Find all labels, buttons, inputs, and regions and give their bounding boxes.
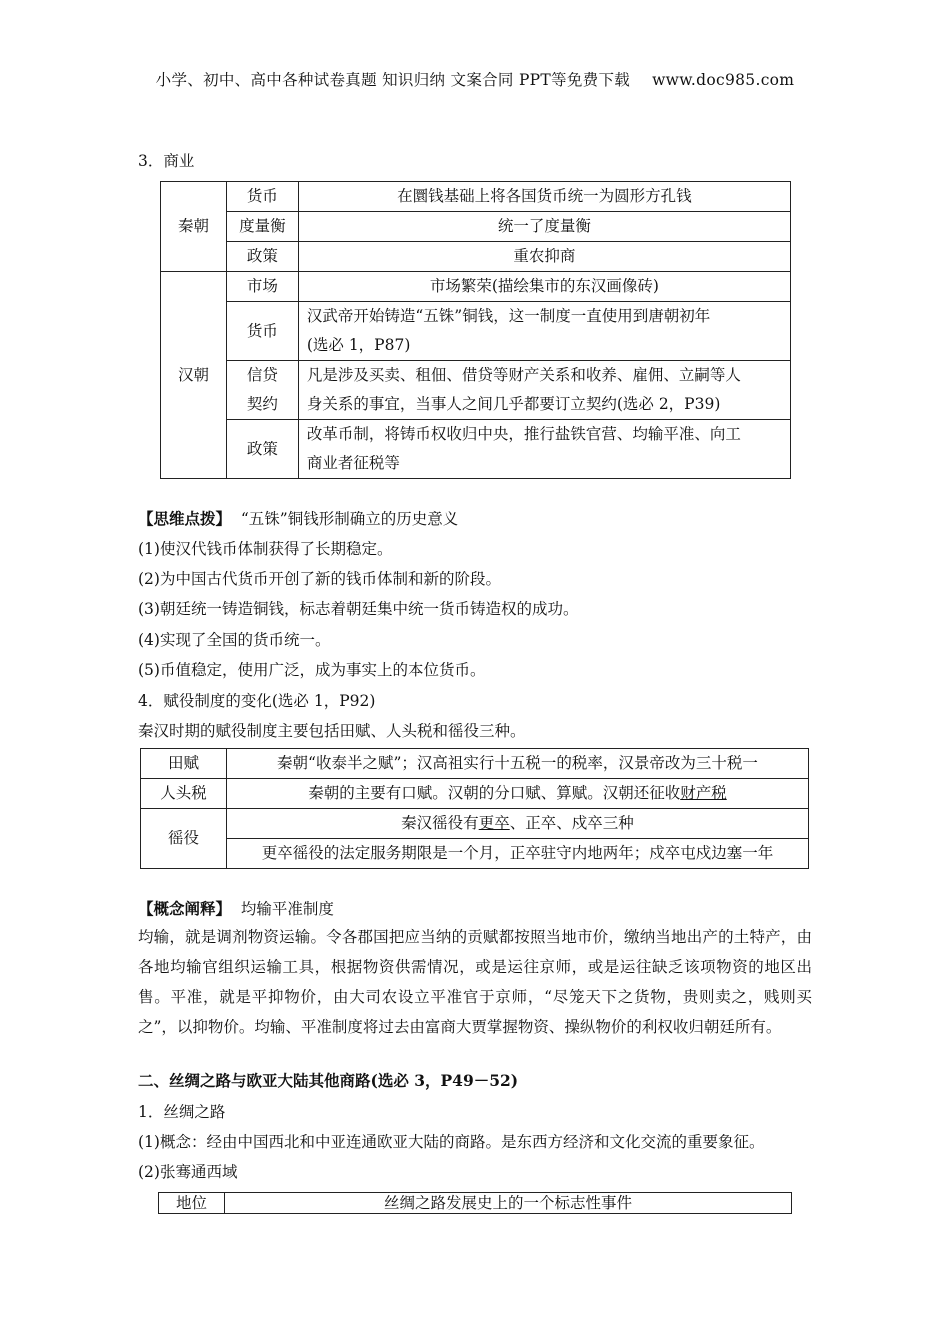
part2-concept: (1)概念：经由中国西北和中亚连通欧亚大陆的商路。是东西方经济和文化交流的重要象征。 xyxy=(138,1133,765,1151)
han-currency-line1: 汉武帝开始铸造“五铢”铜钱，这一制度一直使用到唐朝初年 xyxy=(306,307,711,325)
thinking-point-3: (3)朝廷统一铸造铜钱，标志着朝廷集中统一货币铸造权的成功。 xyxy=(138,600,579,618)
part2-title: 二、丝绸之路与欧亚大陆其他商路(选必 3，P49－52) xyxy=(138,1071,519,1090)
qin-dynasty-cell: 秦朝 xyxy=(161,182,227,272)
tax-table xyxy=(140,748,809,869)
han-policy-desc xyxy=(298,420,790,479)
zhangqian-desc: 丝绸之路发展史上的一个标志性事件 xyxy=(224,1193,791,1214)
rentoushui-desc xyxy=(226,779,808,809)
rentoushui-desc-text: 秦朝的主要有口赋。汉朝的分口赋、算赋。汉朝还征收 xyxy=(308,784,681,802)
qin-policy-label: 政策 xyxy=(226,242,298,272)
concept-heading xyxy=(138,898,334,920)
thinking-heading xyxy=(138,508,458,530)
thinking-point-4: (4)实现了全国的货币统一。 xyxy=(138,631,331,649)
yaoyi-row1-post: 、正卒、戍卒三种 xyxy=(509,814,634,832)
rentoushui-underlined: 财产税 xyxy=(680,784,727,802)
yaoyi-row1-pre: 秦汉徭役有 xyxy=(401,814,479,832)
tianfu-desc: 秦朝“收泰半之赋”；汉高祖实行十五税一的税率，汉景帝改为三十税一 xyxy=(226,749,808,779)
han-currency-label: 货币 xyxy=(226,302,298,361)
han-currency-line2: (选必 1，P87) xyxy=(306,336,411,354)
thinking-point-2: (2)为中国古代货币开创了新的钱币体制和新的阶段。 xyxy=(138,570,501,588)
han-policy-line1: 改革币制，将铸币权收归中央，推行盐铁官营、均输平准、向工 xyxy=(306,425,741,443)
qin-currency-label: 货币 xyxy=(226,182,298,212)
rentoushui-label: 人头税 xyxy=(141,779,227,809)
part2-sub1: 1．丝绸之路 xyxy=(138,1103,226,1121)
han-currency-desc xyxy=(298,302,790,361)
han-dynasty-cell: 汉朝 xyxy=(161,272,227,479)
zhangqian-label: 地位 xyxy=(159,1193,225,1214)
section3-title: 3．商业 xyxy=(138,152,195,170)
han-market-label: 市场 xyxy=(226,272,298,302)
yaoyi-row1-underlined: 更卒 xyxy=(478,814,510,832)
thinking-point-1: (1)使汉代钱币体制获得了长期稳定。 xyxy=(138,540,393,558)
yaoyi-row2: 更卒徭役的法定服务期限是一个月，正卒驻守内地两年；戍卒屯戍边塞一年 xyxy=(226,839,808,869)
header-url[interactable]: www.doc985.com xyxy=(652,71,795,89)
qin-measure-label: 度量衡 xyxy=(226,212,298,242)
han-credit-label1: 信贷 xyxy=(246,366,278,384)
qin-measure-desc: 统一了度量衡 xyxy=(298,212,790,242)
concept-title: 均输平准制度 xyxy=(240,900,334,918)
han-credit-line1: 凡是涉及买卖、租佃、借贷等财产关系和收养、雇佣、立嗣等人 xyxy=(306,366,741,384)
yaoyi-label: 徭役 xyxy=(141,809,227,869)
han-credit-label2: 契约 xyxy=(246,395,278,413)
part2-sub2: (2)张骞通西域 xyxy=(138,1163,238,1181)
thinking-title: “五铢”铜钱形制确立的历史意义 xyxy=(240,510,459,528)
header-text: 小学、初中、高中各种试卷真题 知识归纳 文案合同 PPT等免费下载 xyxy=(155,71,631,89)
han-policy-label: 政策 xyxy=(226,420,298,479)
concept-tag: 【概念阐释】 xyxy=(138,899,232,918)
section4-intro: 秦汉时期的赋役制度主要包括田赋、人头税和徭役三种。 xyxy=(138,722,526,740)
tianfu-label: 田赋 xyxy=(141,749,227,779)
han-credit-label xyxy=(226,361,298,420)
han-credit-desc xyxy=(298,361,790,420)
zhangqian-table xyxy=(158,1192,792,1214)
concept-body: 均输，就是调剂物资运输。令各郡国把应当纳的贡赋都按照当地市价，缴纳当地出产的土特产，由各地均输官组织运输工具，根据物资供需情况，或是运往京师，或是运往缺乏该项物资的地区出售。平准，就是平抑物价，由大司农设立平准官于京师，“尽笼天下之货物，贵则卖之，贱则买之”，以抑物价。均输、平准制度将过去由富商大贾掌握物资、操纵物价的利权收归朝廷所有。 xyxy=(138,928,812,1036)
han-market-desc: 市场繁荣(描绘集市的东汉画像砖) xyxy=(298,272,790,302)
page-header xyxy=(0,68,950,90)
qin-policy-desc: 重农抑商 xyxy=(298,242,790,272)
thinking-tag: 【思维点拨】 xyxy=(138,509,232,528)
yaoyi-row1 xyxy=(226,809,808,839)
commerce-table xyxy=(160,181,791,479)
han-credit-line2: 身关系的事宜，当事人之间几乎都要订立契约(选必 2，P39) xyxy=(306,395,721,413)
section4-title: 4．赋役制度的变化(选必 1，P92) xyxy=(138,692,376,710)
thinking-point-5: (5)币值稳定，使用广泛，成为事实上的本位货币。 xyxy=(138,661,486,679)
han-policy-line2: 商业者征税等 xyxy=(306,454,400,472)
qin-currency-desc: 在圜钱基础上将各国货币统一为圆形方孔钱 xyxy=(298,182,790,212)
